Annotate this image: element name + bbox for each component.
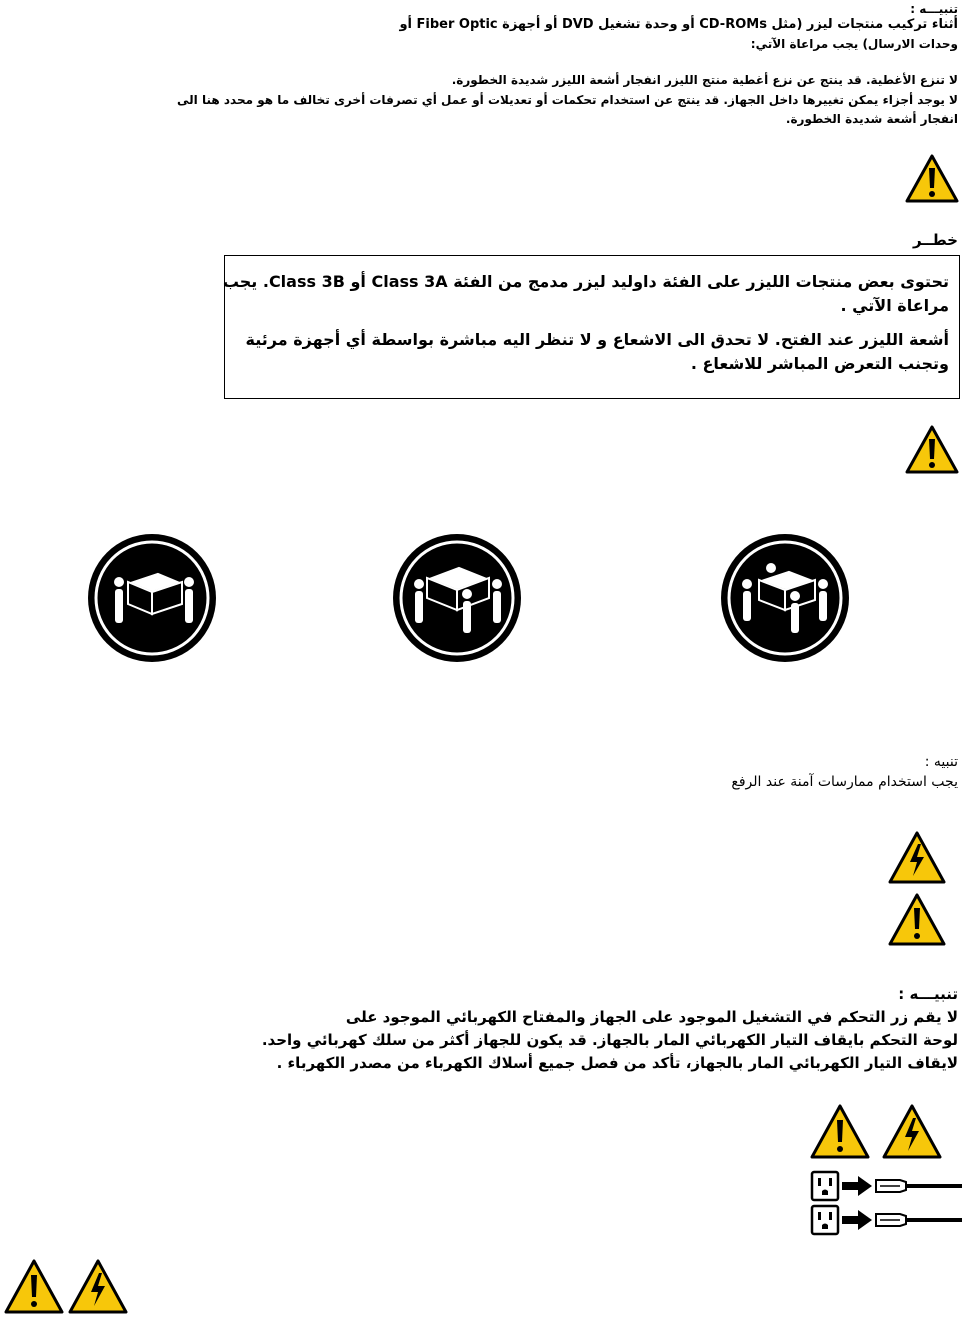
danger-box-line-4: وتجنب التعرض المباشر للاشعاع . [690,354,949,373]
electrical-hazard-icon [66,1258,130,1316]
caution-power-line-2: لوحة التحكم بايقاف التيار الكهربائي المار بالجهاز. قد يكون للجهاز أكثر من سلك كهربائي واحد. [261,1031,958,1049]
warning-triangle-icon [886,892,948,948]
caution-power-line-3: لايقاف التيار الكهربائي المار بالجهاز، تأكد من فصل جميع أسلاك الكهرباء من مصدر الكهرباء . [276,1054,958,1072]
caution-laser-line-1: أثناء تركيب منتجات ليزر (مثل CD-ROMs أو وحدة تشغيل DVD أو أجهزة Fiber Optic أو [399,17,958,32]
caution-laser-line-2: وحدات الارسال) يجب مراعاة الآتي: [750,37,958,51]
caution-laser-line-5: انفجار أشعة شديدة الخطورة. [785,112,958,126]
warning-triangle-icon [808,1103,872,1161]
electrical-hazard-icon [886,830,948,886]
danger-box-line-1: تحتوى بعض منتجات الليزر على الفئة داوليد ليزر مدمج من الفئة Class 3A أو Class 3B. يجب [222,272,949,291]
caution-power-line-1: لا يقم زر التحكم في التشغيل الموجود على الجهاز والمفتاح الكهربائي الموجود على [345,1008,958,1026]
lifting-text: يجب استخدام ممارسات آمنة عند الرفع [731,774,958,790]
lifting-heading: تنبيه : [924,754,958,770]
caution-laser-heading: تنبيـــه : [910,2,958,16]
warning-triangle-icon [904,153,960,205]
danger-box-line-2: مراعاة الآتي . [840,296,949,315]
four-person-lift-icon [719,532,851,664]
caution-laser-line-4: لا يوجد أجزاء يمكن تغييرها داخل الجهاز. قد ينتج عن استخدام تحكمات أو تعديلات أو عمل أي تصرفات أخرى تخالف ما هو محدد هنا الى [177,93,958,107]
electrical-hazard-icon [880,1103,944,1161]
danger-box [224,255,960,399]
unplug-power-cord-icon [810,1202,962,1238]
warning-triangle-icon [904,424,960,476]
danger-heading: خطــر [912,231,958,249]
caution-power-heading: تنبيـــه : [898,985,958,1003]
warning-triangle-icon [2,1258,66,1316]
unplug-power-cord-icon [810,1168,962,1204]
danger-box-line-3: أشعة الليزر عند الفتح. لا تحدق الى الاشعاع و لا تنظر اليه مباشرة بواسطة أي أجهزة مرئية [245,330,949,349]
three-person-lift-icon [391,532,523,664]
two-person-lift-icon [86,532,218,664]
caution-laser-line-3: لا تنزع الأغطية. قد ينتج عن نزع أغطية منتج الليزر انفجار أشعة الليزر شديدة الخطورة. [451,73,958,87]
